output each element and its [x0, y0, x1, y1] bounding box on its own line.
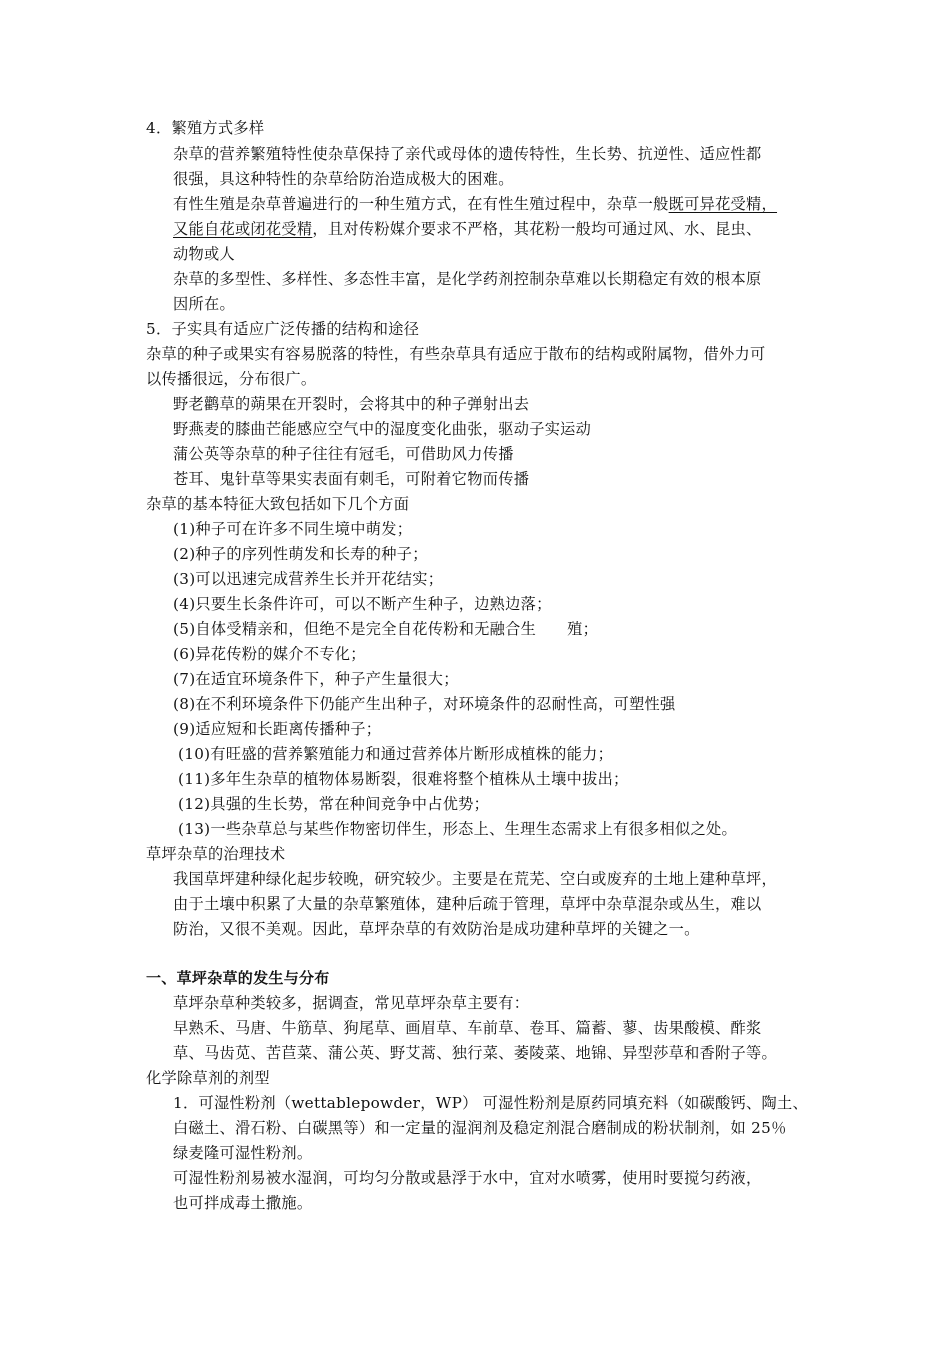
example-line: 野燕麦的膝曲芒能感应空气中的湿度变化曲张，驱动子实运动: [173, 420, 592, 438]
paragraph-line: 早熟禾、马唐、牛筋草、狗尾草、画眉草、车前草、卷耳、篇蓄、蓼、齿果酸模、酢浆: [173, 1019, 762, 1037]
paragraph-line: 动物或人: [173, 245, 235, 263]
paragraph-line: 杂草的种子或果实有容易脱落的特性，有些杂草具有适应于散布的结构或附属物，借外力可: [146, 345, 766, 363]
example-line: 野老鹳草的蒴果在开裂时，会将其中的种子弹射出去: [173, 395, 530, 413]
features-heading: 杂草的基本特征大致包括如下几个方面: [146, 495, 410, 513]
paragraph-line: 草坪杂草种类较多，据调查，常见草坪杂草主要有：: [173, 994, 530, 1012]
section-5-heading: 5．子实具有适应广泛传播的结构和途径: [146, 320, 420, 338]
feature-item: (2)种子的序列性萌发和长寿的种子；: [173, 545, 428, 563]
underlined-text: 又能自花或闭花受精: [173, 220, 313, 238]
paragraph-line: [173, 192, 777, 216]
text-span: 有性生殖是杂草普遍进行的一种生殖方式，在有性生殖过程中，杂草一般: [173, 195, 669, 213]
occurrence-heading: 一、草坪杂草的发生与分布: [146, 969, 330, 987]
feature-item: (7)在适宜环境条件下，种子产生量很大；: [173, 670, 459, 688]
feature-item: (1)种子可在许多不同生境中萌发；: [173, 520, 413, 538]
paragraph-line: 以传播很远，分布很广。: [146, 370, 317, 388]
formulation-heading: 化学除草剂的剂型: [146, 1069, 270, 1087]
underlined-text: 既可异花受精，: [668, 195, 778, 213]
example-line: 蒲公英等杂草的种子往往有冠毛，可借助风力传播: [173, 445, 514, 463]
feature-item: (6)异花传粉的媒介不专化；: [173, 645, 366, 663]
feature-item: (11)多年生杂草的植物体易断裂，很难将整个植株从土壤中拔出；: [178, 770, 629, 788]
feature-item: (10)有旺盛的营养繁殖能力和通过营养体片断形成植株的能力；: [178, 745, 614, 763]
paragraph-line: 白磁土、滑石粉、白碳黑等）和一定量的湿润剂及稳定剂混合磨制成的粉状制剂，如 25％: [173, 1119, 787, 1137]
feature-item: (8)在不利环境条件下仍能产生出种子，对环境条件的忍耐性高，可塑性强: [173, 695, 676, 713]
feature-item: (4)只要生长条件许可，可以不断产生种子，边熟边落；: [173, 595, 552, 613]
paragraph-line: 可湿性粉剂易被水湿润，可均匀分散或悬浮于水中，宜对水喷雾，使用时要搅匀药液，: [173, 1169, 762, 1187]
paragraph-line: 由于土壤中积累了大量的杂草繁殖体，建种后疏于管理，草坪中杂草混杂或丛生，难以: [173, 895, 762, 913]
paragraph-line: 草、马齿苋、苦苣菜、蒲公英、野艾蒿、独行菜、萎陵菜、地锦、异型莎草和香附子等。: [173, 1044, 778, 1062]
text-span: ，且对传粉媒介要求不严格，其花粉一般均可通过风、水、昆虫、: [312, 220, 762, 238]
example-line: 苍耳、鬼针草等果实表面有刺毛，可附着它物而传播: [173, 470, 530, 488]
section-4-heading: 4．繁殖方式多样: [146, 119, 265, 137]
paragraph-line: 杂草的营养繁殖特性使杂草保持了亲代或母体的遗传特性，生长势、抗逆性、适应性都: [173, 145, 762, 163]
paragraph-line: [173, 217, 762, 241]
feature-item: (9)适应短和长距离传播种子；: [173, 720, 382, 738]
feature-item: (3)可以迅速完成营养生长并开花结实；: [173, 570, 444, 588]
paragraph-line: 因所在。: [173, 295, 235, 313]
paragraph-line: 杂草的多型性、多样性、多态性丰富，是化学药剂控制杂草难以长期稳定有效的根本原: [173, 270, 762, 288]
feature-item: (13)一些杂草总与某些作物密切伴生，形态上、生理生态需求上有很多相似之处。: [178, 820, 737, 838]
paragraph-line: 绿麦隆可湿性粉剂。: [173, 1144, 313, 1162]
paragraph-line: 防治，又很不美观。因此，草坪杂草的有效防治是成功建种草坪的关键之一。: [173, 920, 700, 938]
paragraph-line: 也可拌成毒土撒施。: [173, 1194, 313, 1212]
paragraph-line: 我国草坪建种绿化起步较晚，研究较少。主要是在荒芜、空白或废弃的土地上建种草坪，: [173, 870, 778, 888]
feature-item: (12)具强的生长势，常在种间竞争中占优势；: [178, 795, 490, 813]
paragraph-line: 1．可湿性粉剂（wettablepowder，WP） 可湿性粉剂是原药同填充料（如碳酸钙、陶土、: [173, 1094, 808, 1112]
control-heading: 草坪杂草的治理技术: [146, 845, 286, 863]
paragraph-line: 很强，具这种特性的杂草给防治造成极大的困难。: [173, 170, 514, 188]
feature-item: (5)自体受精亲和，但绝不是完全自花传粉和无融合生 殖；: [173, 620, 599, 638]
